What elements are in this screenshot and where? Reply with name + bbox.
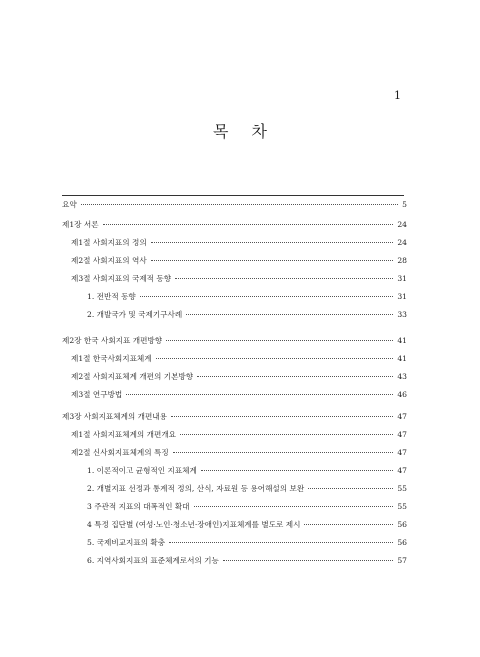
dot-leader <box>223 554 393 561</box>
toc-entry-label: 5. 국제비교지표의 확충 <box>87 538 166 547</box>
page-number: 1 <box>394 89 401 102</box>
toc-entry-label: 4 특정 집단별 (여성·노인·청소년·장애인)지표체계를 별도로 제시 <box>87 520 301 529</box>
toc-entry-label: 2. 개발국가 및 국제기구사례 <box>87 310 183 319</box>
toc-entry-item-3-2-4[interactable] <box>87 519 407 531</box>
toc-entry-page: 24 <box>397 238 407 247</box>
toc-entry-page: 33 <box>397 310 407 319</box>
toc-entry-section-2-1[interactable] <box>71 353 407 365</box>
toc-entry-page: 41 <box>397 336 407 345</box>
dot-leader <box>186 308 393 315</box>
toc-entry-page: 55 <box>397 502 407 511</box>
toc-entry-page: 47 <box>397 430 407 439</box>
dot-leader <box>140 290 394 297</box>
toc-entry-label: 요약 <box>62 200 77 209</box>
dot-leader <box>304 518 393 525</box>
dot-leader <box>194 500 394 507</box>
toc-entry-label: 제2장 한국 사회지표 개편방향 <box>62 336 163 345</box>
toc-entry-section-1-2[interactable] <box>71 255 407 267</box>
toc-entry-page: 56 <box>397 538 407 547</box>
dot-leader <box>197 370 393 377</box>
toc-entry-label: 2. 개별지표 선정과 통계적 정의, 산식, 자료원 등 용어해설의 보완 <box>87 484 305 493</box>
toc-entry-section-1-3[interactable] <box>71 273 407 285</box>
dot-leader <box>180 428 393 435</box>
toc-entry-page: 5 <box>402 200 407 209</box>
toc-entry-page: 24 <box>397 220 407 229</box>
dot-leader <box>81 198 398 205</box>
toc-entry-page: 47 <box>397 466 407 475</box>
toc-entry-item-3-2-1[interactable] <box>87 465 407 477</box>
toc-entry-label: 제3절 사회지표의 국제적 동향 <box>71 274 172 283</box>
toc-entry-page: 46 <box>397 390 407 399</box>
toc-entry-page: 47 <box>397 448 407 457</box>
toc-entry-label: 1. 이론적이고 균형적인 지표체계 <box>87 466 197 475</box>
toc-entry-label: 6. 지역사회지표의 표준체계로서의 기능 <box>87 556 219 565</box>
dot-leader <box>173 446 394 453</box>
dot-leader <box>103 218 394 225</box>
dot-leader <box>151 254 394 261</box>
toc-entry-section-3-2[interactable] <box>71 447 407 459</box>
toc-entry-label: 제2절 사회지표의 역사 <box>71 256 147 265</box>
toc-entry-page: 55 <box>397 484 407 493</box>
toc-entry-chapter-3[interactable] <box>62 411 407 423</box>
toc-entry-page: 57 <box>397 556 407 565</box>
toc-entry-label: 제1절 사회지표의 정의 <box>71 238 147 247</box>
toc-entry-label: 제1절 한국사회지표체계 <box>71 354 152 363</box>
dot-leader <box>169 536 393 543</box>
toc-entry-section-1-1[interactable] <box>71 237 407 249</box>
dot-leader <box>201 464 393 471</box>
toc-entry-page: 31 <box>397 274 407 283</box>
dot-leader <box>126 388 393 395</box>
toc-entry-page: 28 <box>397 256 407 265</box>
toc-entry-chapter-1[interactable] <box>62 219 407 231</box>
toc-entry-item-3-2-2[interactable] <box>87 483 407 495</box>
toc-entry-item-1-3-2[interactable] <box>87 309 407 321</box>
toc-entry-page: 31 <box>397 292 407 301</box>
toc-entry-item-3-2-5[interactable] <box>87 537 407 549</box>
toc-entry-label: 제2절 사회지표체계 개편의 기본방향 <box>71 372 194 381</box>
toc-entry-section-2-3[interactable] <box>71 389 407 401</box>
toc-entry-page: 41 <box>397 354 407 363</box>
dot-leader <box>308 482 393 489</box>
toc-entry-label: 제2절 신사회지표체계의 특징 <box>71 448 169 457</box>
toc-entry-label: 제3절 연구방법 <box>71 390 123 399</box>
toc-entry-page: 43 <box>397 372 407 381</box>
dot-leader <box>171 410 393 417</box>
toc-title: 목 차 <box>213 122 276 141</box>
toc-entry-section-3-1[interactable] <box>71 429 407 441</box>
toc-entry-item-1-3-1[interactable] <box>87 291 407 303</box>
toc-entry-summary[interactable] <box>62 199 407 211</box>
dot-leader <box>151 236 394 243</box>
toc-entry-label: 1. 전반적 동향 <box>87 292 136 301</box>
toc-entry-label: 제1장 서론 <box>62 220 99 229</box>
dot-leader <box>156 352 394 359</box>
toc-entry-page: 47 <box>397 412 407 421</box>
dot-leader <box>166 334 393 341</box>
toc-entry-label: 제1절 사회지표체계의 개편개요 <box>71 430 177 439</box>
toc-entry-item-3-2-6[interactable] <box>87 555 407 567</box>
toc-entry-label: 제3장 사회지표체계의 개편내용 <box>62 412 168 421</box>
dot-leader <box>175 272 393 279</box>
toc-entry-page: 56 <box>397 520 407 529</box>
toc-entry-label: 3 주관적 지표의 대폭적인 확대 <box>87 502 190 511</box>
toc-entry-section-2-2[interactable] <box>71 371 407 383</box>
toc-entry-item-3-2-3[interactable] <box>87 501 407 513</box>
toc-entry-chapter-2[interactable] <box>62 335 407 347</box>
